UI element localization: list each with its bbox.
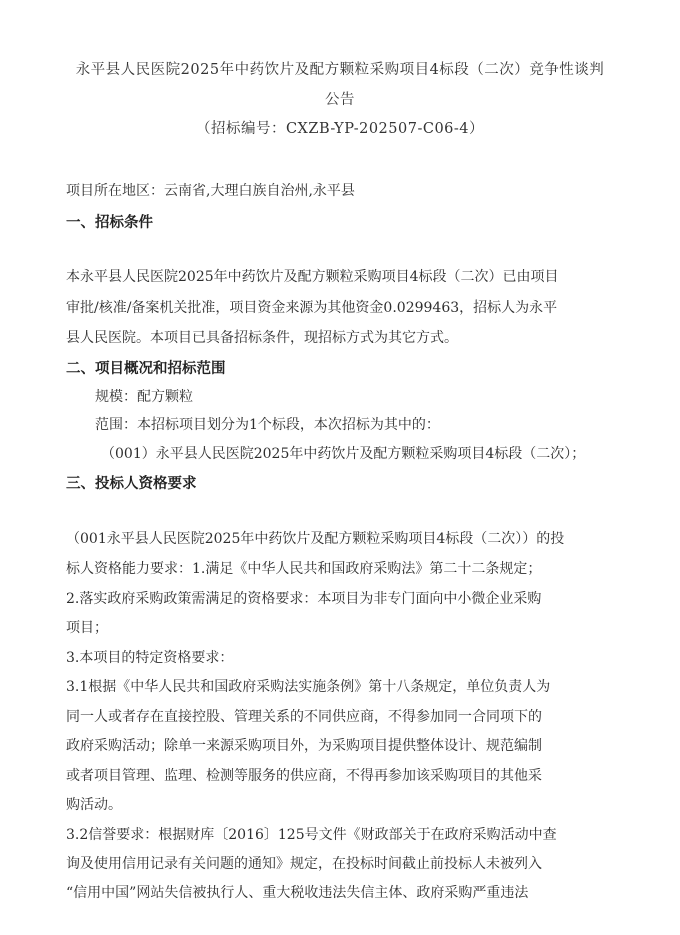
lot-item: （001）永平县人民医院2025年中药饮片及配方颗粒采购项目4标段（二次）；	[101, 446, 586, 462]
paragraph-line: 项目；	[66, 620, 108, 636]
paragraph-line: （001永平县人民医院2025年中药饮片及配方颗粒采购项目4标段（二次））的投	[66, 531, 565, 547]
project-scope: 范围：本招标项目划分为1个标段，本次招标为其中的：	[95, 417, 440, 433]
paragraph-line: “信用中国”网站失信被执行人、重大税收违法失信主体、政府采购严重违法	[66, 885, 529, 901]
paragraph-line: 标人资格能力要求：1.满足《中华人民共和国政府采购法》第二十二条规定；	[66, 561, 542, 577]
document-title: 永平县人民医院2025年中药饮片及配方颗粒采购项目4标段（二次）竞争性谈判	[75, 62, 605, 78]
paragraph-line: 3.2信誉要求：根据财库〔2016〕125号文件《财政部关于在政府采购活动中查	[66, 827, 557, 843]
paragraph-line: 3.本项目的特定资格要求：	[66, 650, 234, 666]
paragraph-line: 同一人或者存在直接控股、管理关系的不同供应商，不得参加同一合同项下的	[66, 709, 542, 725]
paragraph-line: 本永平县人民医院2025年中药饮片及配方颗粒采购项目4标段（二次）已由项目	[66, 269, 559, 285]
section-heading-3: 三、投标人资格要求	[66, 475, 197, 492]
project-location: 项目所在地区：云南省,大理白族自治州,永平县	[66, 183, 355, 199]
paragraph-line: 3.1根据《中华人民共和国政府采购法实施条例》第十八条规定，单位负责人为	[66, 679, 551, 695]
tender-number: （招标编号：CXZB-YP-202507-C06-4）	[195, 121, 485, 137]
paragraph-line: 购活动。	[66, 797, 122, 813]
section-heading-2: 二、项目概况和招标范围	[66, 360, 226, 377]
paragraph-line: 审批/核准/备案机关批准，项目资金来源为其他资金0.0299463，招标人为永平	[66, 300, 558, 316]
paragraph-line: 或者项目管理、监理、检测等服务的供应商，不得再参加该采购项目的其他采	[66, 768, 542, 784]
paragraph-line: 政府采购活动；除单一来源采购项目外，为采购项目提供整体设计、规范编制	[66, 738, 542, 754]
project-scale: 规模：配方颗粒	[95, 389, 193, 405]
section-heading-1: 一、招标条件	[66, 214, 153, 231]
paragraph-line: 县人民医院。本项目已具备招标条件，现招标方式为其它方式。	[66, 330, 458, 346]
paragraph-line: 2.落实政府采购政策需满足的资格要求：本项目为非专门面向中小微企业采购	[66, 591, 542, 607]
document-title-line2: 公告	[325, 92, 355, 108]
paragraph-line: 询及使用信用记录有关问题的通知》规定，在投标时间截止前投标人未被列入	[66, 856, 542, 872]
